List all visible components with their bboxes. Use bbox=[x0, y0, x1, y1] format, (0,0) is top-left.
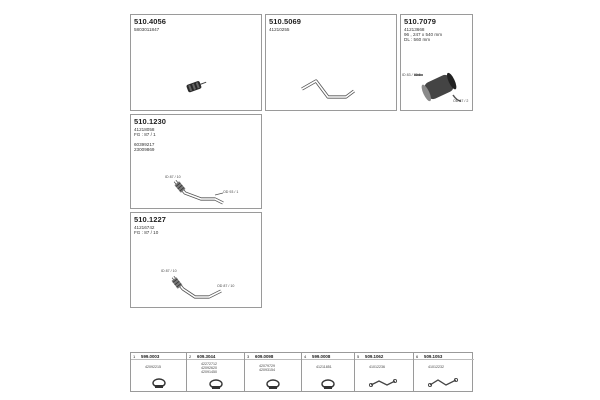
inlet-diameter-label: ID 87 / 10 bbox=[161, 269, 177, 273]
hanger-icon bbox=[414, 353, 474, 393]
accessory-number: 6 bbox=[416, 354, 419, 359]
part-ref: 5803011847 bbox=[134, 27, 160, 32]
accessory-number: 2 bbox=[189, 354, 192, 359]
part-ref: 41218058 bbox=[134, 127, 155, 132]
outlet-diameter-label: OD 87 / 10 bbox=[217, 284, 235, 288]
clamp-icon bbox=[131, 353, 187, 393]
clamp-icon bbox=[302, 353, 355, 393]
accessory-code: 599.0008 bbox=[312, 354, 331, 359]
accessory-cell-6[interactable] bbox=[414, 353, 474, 391]
part-code: 510.1227 bbox=[134, 215, 167, 224]
part-ref: 41213668 bbox=[404, 27, 425, 32]
hanger-icon bbox=[355, 353, 414, 393]
part-dimensions: 96 , 247 x 540 mm bbox=[404, 32, 443, 37]
accessory-code: 609.3044 bbox=[197, 354, 216, 359]
accessory-cell-2[interactable] bbox=[187, 353, 245, 391]
part-ref: 41210255 bbox=[269, 27, 290, 32]
muffler-drawing bbox=[401, 15, 474, 112]
accessories-table bbox=[130, 352, 473, 392]
accessory-ref: 42092215 bbox=[145, 365, 161, 369]
part-code: 510.5069 bbox=[269, 17, 302, 26]
rubber-hanger-icon bbox=[131, 15, 263, 112]
part-fitting: FG : 87 / 1 bbox=[134, 132, 156, 137]
exhaust-pipe-drawing bbox=[266, 15, 398, 112]
accessory-cell-1[interactable] bbox=[131, 353, 187, 391]
clamp-icon bbox=[245, 353, 302, 393]
part-ref: 41216742 bbox=[134, 225, 155, 230]
accessory-cell-4[interactable] bbox=[302, 353, 355, 391]
front-pipe-drawing bbox=[131, 213, 263, 309]
accessory-ref: 42272712 bbox=[201, 362, 217, 366]
part-alt-ref: 23009869 bbox=[134, 147, 155, 152]
part-alt-ref: 60399217 bbox=[134, 142, 155, 147]
accessory-number: 4 bbox=[304, 354, 307, 359]
accessory-ref: 41012232 bbox=[428, 365, 444, 369]
part-length: DL : 560 mm bbox=[404, 37, 431, 42]
accessory-number: 1 bbox=[133, 354, 136, 359]
front-pipe-drawing bbox=[131, 115, 263, 210]
outlet-diameter-label: OD 93 / 1 bbox=[223, 190, 239, 194]
part-card-510-5069[interactable] bbox=[265, 14, 397, 111]
accessory-cell-3[interactable] bbox=[245, 353, 302, 391]
clamp-icon bbox=[187, 353, 245, 393]
part-card-510-1230[interactable] bbox=[130, 114, 262, 209]
accessory-ref: 41012236 bbox=[369, 365, 385, 369]
accessory-ref: 41211851 bbox=[316, 365, 332, 369]
outlet-diameter-label: OD 87 / 2 bbox=[453, 99, 469, 103]
accessory-ref: 42091450 bbox=[201, 370, 217, 374]
part-code: 510.1230 bbox=[134, 117, 167, 126]
part-card-510-1227[interactable] bbox=[130, 212, 262, 308]
part-card-510-7079[interactable] bbox=[400, 14, 473, 111]
accessory-ref: 42079729 bbox=[259, 364, 275, 368]
accessory-cell-5[interactable] bbox=[355, 353, 414, 391]
inlet-diameter-label: ID 87 / 10 bbox=[165, 175, 181, 179]
accessory-code: 599.0003 bbox=[141, 354, 160, 359]
part-fitting: FG : 87 / 10 bbox=[134, 230, 159, 235]
part-code: 510.7079 bbox=[404, 17, 437, 26]
accessory-ref: 42093154 bbox=[259, 368, 275, 372]
part-code: 510.4056 bbox=[134, 17, 167, 26]
accessory-code: 609.0098 bbox=[255, 354, 274, 359]
accessory-code: 509.1062 bbox=[365, 354, 384, 359]
part-card-510-4056[interactable] bbox=[130, 14, 262, 111]
accessory-code: 509.1053 bbox=[424, 354, 443, 359]
inlet-diameter-label: ID 83 / 72 5 bbox=[402, 73, 421, 77]
accessory-ref: 42092620 bbox=[201, 366, 217, 370]
accessory-number: 5 bbox=[357, 354, 360, 359]
accessory-number: 3 bbox=[247, 354, 250, 359]
